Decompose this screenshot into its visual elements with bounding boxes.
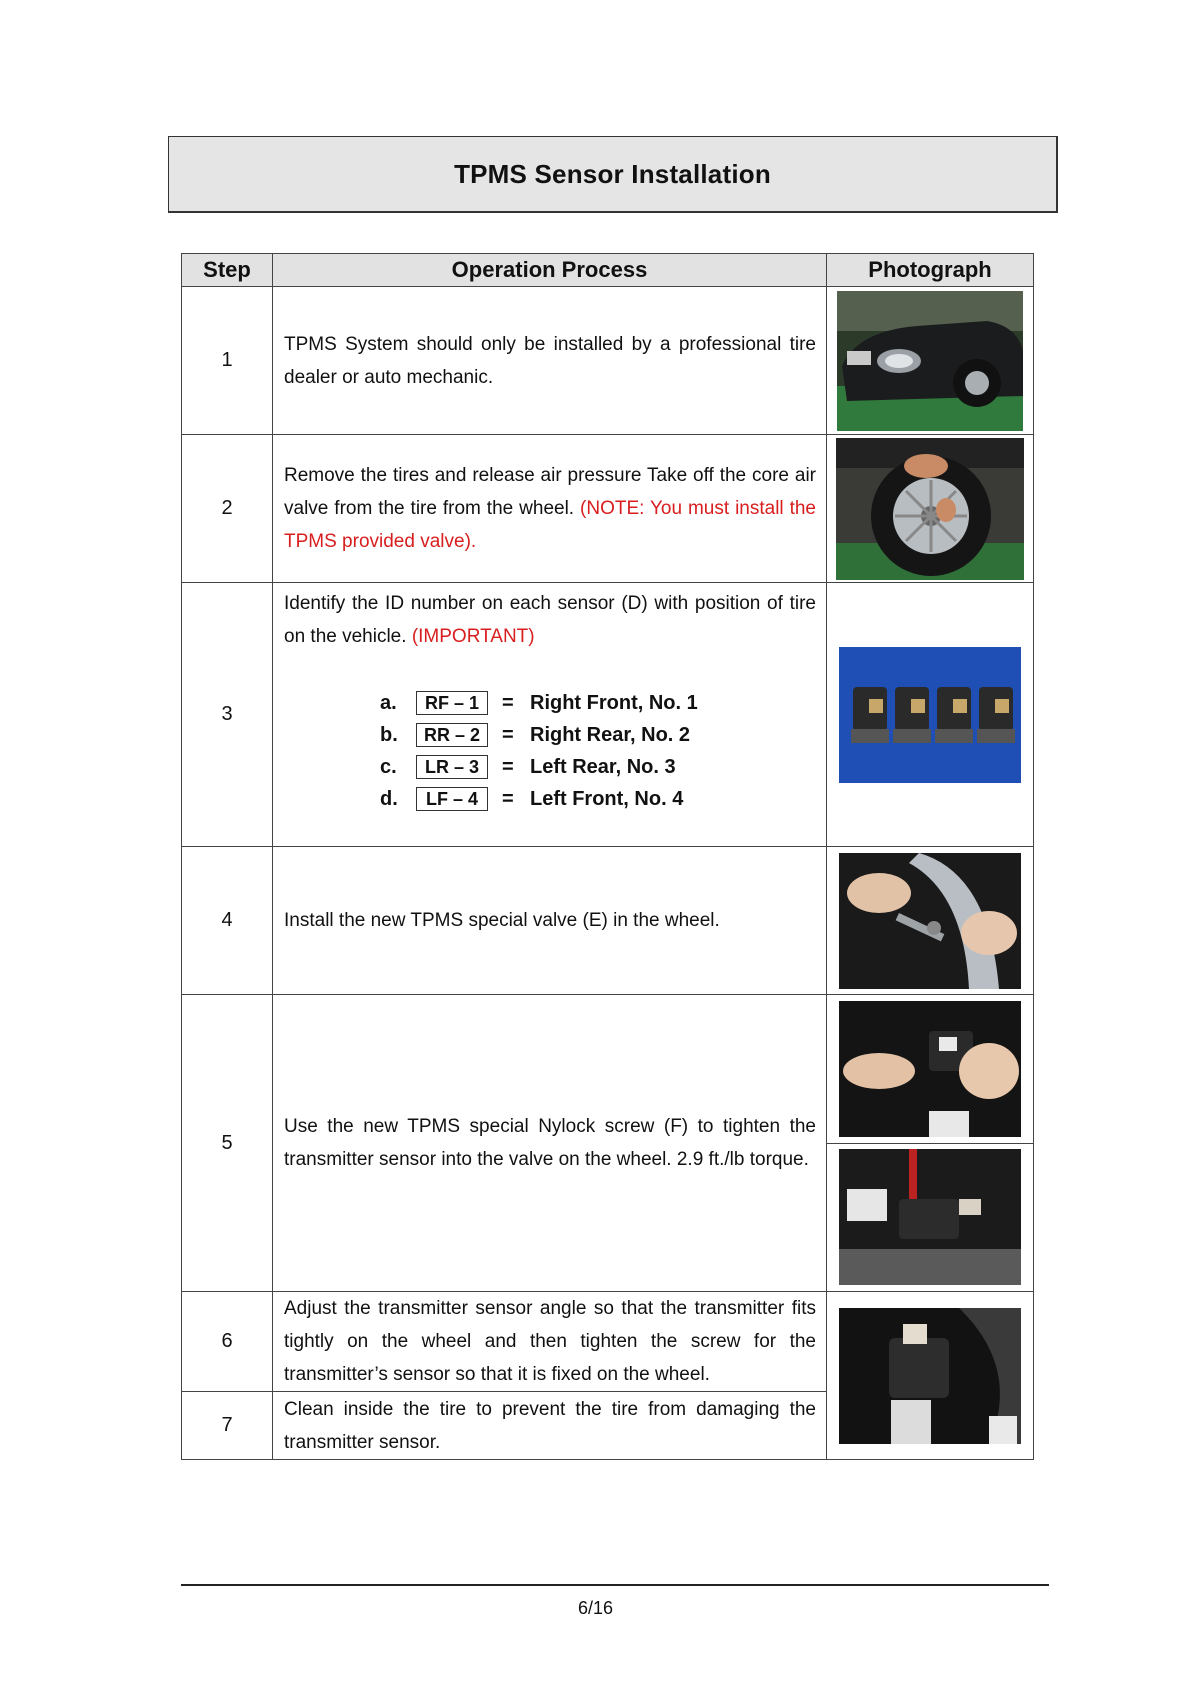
id-letter: b. (380, 723, 398, 746)
header-operation: Operation Process (273, 254, 827, 287)
step-number: 2 (182, 435, 273, 583)
id-description: Left Rear, No. 3 (530, 755, 676, 778)
id-equals: = (502, 723, 514, 746)
sensor-angle-photo (839, 1308, 1021, 1444)
tire-removal-photo (836, 438, 1024, 580)
step-text: TPMS System should only be installed by a professional tire dealer or auto mechanic. (273, 287, 827, 435)
sensor-mounted-photo (839, 1149, 1021, 1285)
id-description: Right Rear, No. 2 (530, 723, 691, 746)
photo-cell (827, 435, 1034, 583)
photo-slot (827, 1143, 1033, 1292)
sensor-id-item (380, 751, 816, 783)
screw-tighten-photo (839, 1001, 1021, 1137)
id-letter: a. (380, 691, 397, 714)
photo-cell (827, 995, 1034, 1292)
step-note: (IMPORTANT) (411, 626, 535, 647)
valve-install-photo (839, 853, 1021, 989)
step-text-cell (273, 435, 827, 583)
step-number: 1 (182, 287, 273, 435)
photo-cell (827, 847, 1034, 995)
table-header-row (182, 254, 1034, 287)
page-number: 6/16 (577, 1598, 614, 1618)
step-number: 4 (182, 847, 273, 995)
id-code: RF – 1 (416, 691, 488, 715)
step-number: 3 (182, 583, 273, 847)
id-letter: c. (380, 755, 397, 778)
sensor-id-list (380, 687, 816, 815)
table-row (182, 1292, 1034, 1392)
sensor-id-item (380, 783, 816, 815)
installation-steps-table (181, 253, 1034, 1460)
page-title: TPMS Sensor Installation (168, 136, 1058, 213)
step-text: Clean inside the tire to prevent the tire from damaging the transmitter sensor. (273, 1392, 827, 1460)
photo-stack (827, 995, 1033, 1291)
id-equals: = (502, 691, 514, 714)
photo-cell (827, 1292, 1034, 1460)
step-number: 7 (182, 1392, 273, 1460)
id-description: Right Front, No. 1 (530, 691, 698, 714)
car-front-photo (837, 291, 1023, 431)
table-row (182, 287, 1034, 435)
step-text: Adjust the transmitter sensor angle so that the transmitter fits tightly on the wheel and then tighten the screw for the transmitter’s sensor so that it is fixed on the wheel. (273, 1292, 827, 1392)
step-text: Identify the ID number on each sensor (D) with position of tire on the vehicle. (284, 593, 816, 647)
sensor-id-item (380, 719, 816, 751)
step-number: 5 (182, 995, 273, 1292)
table-row (182, 995, 1034, 1292)
step-text-cell (273, 583, 827, 847)
sensor-id-item (380, 687, 816, 719)
photo-cell (827, 287, 1034, 435)
table-row (182, 435, 1034, 583)
photo-slot (827, 995, 1033, 1143)
id-code: RR – 2 (416, 723, 488, 747)
header-photograph: Photograph (827, 254, 1034, 287)
step-note: (NOTE: You must install the TPMS provided valve). (284, 498, 816, 552)
id-equals: = (502, 787, 514, 810)
footer-divider (181, 1584, 1049, 1586)
id-code: LF – 4 (416, 787, 488, 811)
step-text: Use the new TPMS special Nylock screw (F) to tighten the transmitter sensor into the valve on the wheel. 2.9 ft./lb torque. (273, 995, 827, 1292)
header-step: Step (182, 254, 273, 287)
photo-cell (827, 583, 1034, 847)
id-description: Left Front, No. 4 (530, 787, 684, 810)
table-row (182, 583, 1034, 847)
id-code: LR – 3 (416, 755, 488, 779)
id-letter: d. (380, 787, 398, 810)
step-text: Install the new TPMS special valve (E) in the wheel. (273, 847, 827, 995)
step-number: 6 (182, 1292, 273, 1392)
table-row (182, 847, 1034, 995)
step-text: Remove the tires and release air pressure Take off the core air valve from the tire from the wheel. (284, 465, 816, 519)
id-equals: = (502, 755, 514, 778)
sensors-photo (839, 647, 1021, 783)
